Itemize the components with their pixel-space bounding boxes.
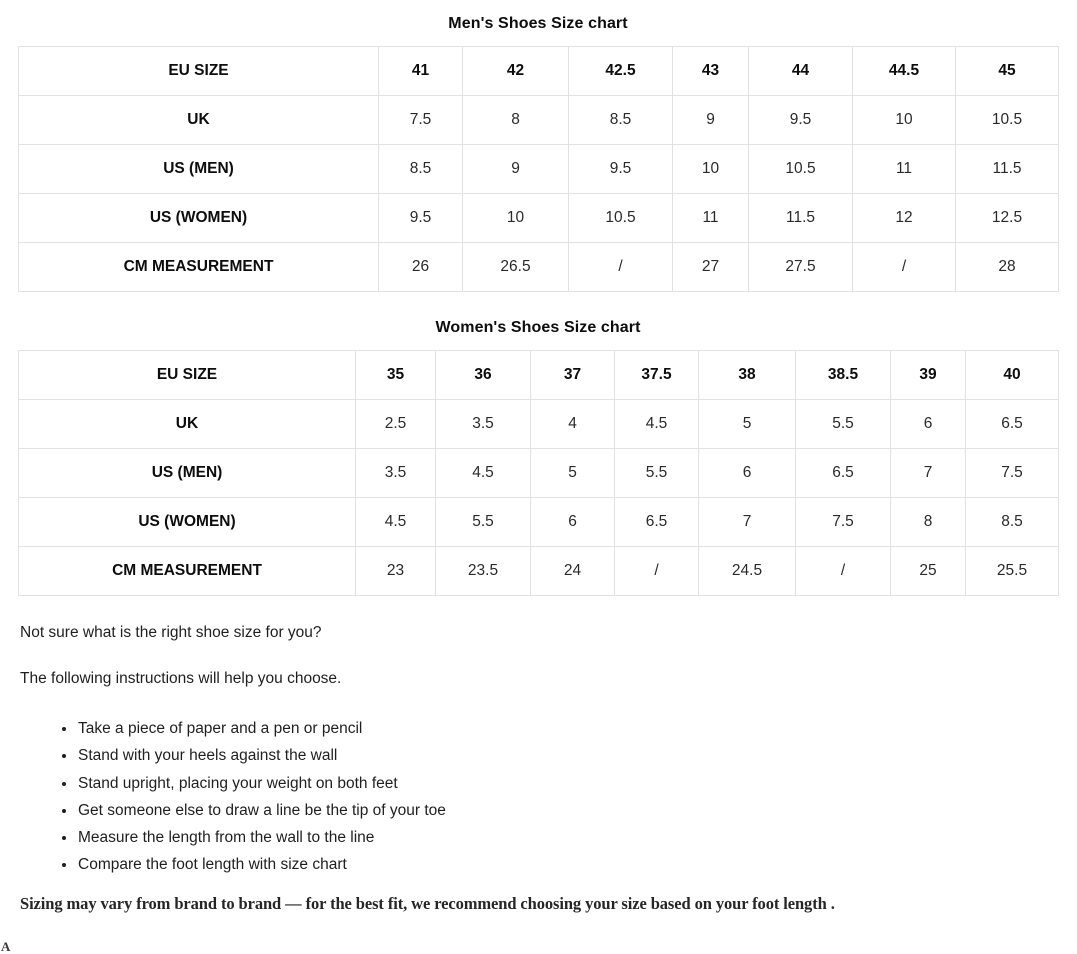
size-cell: 37 — [531, 351, 615, 400]
size-cell: 9.5 — [379, 194, 463, 243]
size-cell: 5 — [531, 449, 615, 498]
instruction-item: • Measure the length from the wall to the line — [77, 824, 1058, 851]
instructions-list — [20, 715, 1058, 879]
row-label: UK — [19, 400, 356, 449]
size-cell: 43 — [673, 47, 749, 96]
size-cell: 9 — [463, 145, 569, 194]
size-cell: 8 — [891, 498, 966, 547]
size-cell: 36 — [436, 351, 531, 400]
size-cell: 5.5 — [796, 400, 891, 449]
size-cell: 7 — [891, 449, 966, 498]
size-cell: 44.5 — [853, 47, 956, 96]
size-cell: / — [796, 547, 891, 596]
size-cell: 12 — [853, 194, 956, 243]
womens-size-table-body — [19, 351, 1059, 596]
size-cell: 23 — [356, 547, 436, 596]
instruction-item: • Stand with your heels against the wall — [77, 742, 1058, 769]
size-cell: 7.5 — [796, 498, 891, 547]
size-cell: 26 — [379, 243, 463, 292]
size-cell: 25.5 — [966, 547, 1059, 596]
size-cell: / — [615, 547, 699, 596]
row-label: CM MEASUREMENT — [19, 243, 379, 292]
size-cell: 24.5 — [699, 547, 796, 596]
mens-size-table — [18, 46, 1059, 292]
size-cell: 27 — [673, 243, 749, 292]
size-cell: 9 — [673, 96, 749, 145]
size-cell: 11 — [673, 194, 749, 243]
row-label: US (WOMEN) — [19, 194, 379, 243]
guide-lead: The following instructions will help you choose. — [20, 670, 342, 687]
size-cell: 6.5 — [796, 449, 891, 498]
size-cell: 7.5 — [379, 96, 463, 145]
table-row — [19, 449, 1059, 498]
size-cell: 3.5 — [356, 449, 436, 498]
size-cell: 10 — [673, 145, 749, 194]
size-cell: 8 — [463, 96, 569, 145]
size-cell: 10.5 — [569, 194, 673, 243]
size-cell: 42.5 — [569, 47, 673, 96]
size-cell: 11.5 — [956, 145, 1059, 194]
size-cell: / — [569, 243, 673, 292]
womens-size-table — [18, 350, 1059, 596]
size-cell: 24 — [531, 547, 615, 596]
size-cell: 6 — [891, 400, 966, 449]
size-cell: 6 — [699, 449, 796, 498]
size-cell: 25 — [891, 547, 966, 596]
size-cell: 5 — [699, 400, 796, 449]
size-cell: / — [853, 243, 956, 292]
size-cell: 42 — [463, 47, 569, 96]
size-cell: 10 — [853, 96, 956, 145]
size-cell: 7.5 — [966, 449, 1059, 498]
table-row — [19, 400, 1059, 449]
size-cell: 6.5 — [966, 400, 1059, 449]
table-row — [19, 351, 1059, 400]
mens-chart-title: Men's Shoes Size chart — [448, 15, 628, 32]
size-cell: 37.5 — [615, 351, 699, 400]
table-row — [19, 243, 1059, 292]
table-row — [19, 498, 1059, 547]
size-cell: 4.5 — [615, 400, 699, 449]
size-cell: 35 — [356, 351, 436, 400]
size-cell: 23.5 — [436, 547, 531, 596]
instruction-item: • Get someone else to draw a line be the tip of your toe — [77, 797, 1058, 824]
size-cell: 2.5 — [356, 400, 436, 449]
size-cell: 7 — [699, 498, 796, 547]
table-row — [19, 145, 1059, 194]
size-cell: 4.5 — [436, 449, 531, 498]
clipped-character-artifact: A — [1, 939, 11, 954]
size-cell: 4 — [531, 400, 615, 449]
size-cell: 9.5 — [569, 145, 673, 194]
size-cell: 5.5 — [436, 498, 531, 547]
size-cell: 10 — [463, 194, 569, 243]
size-cell: 8.5 — [379, 145, 463, 194]
size-cell: 8.5 — [569, 96, 673, 145]
fitting-guide-section — [20, 623, 1058, 914]
size-cell: 9.5 — [749, 96, 853, 145]
size-cell: 5.5 — [615, 449, 699, 498]
size-cell: 10.5 — [749, 145, 853, 194]
size-cell: 38 — [699, 351, 796, 400]
size-cell: 40 — [966, 351, 1059, 400]
mens-size-table-body — [19, 47, 1059, 292]
row-label: EU SIZE — [19, 47, 379, 96]
guide-question: Not sure what is the right shoe size for you? — [20, 624, 322, 641]
size-cell: 27.5 — [749, 243, 853, 292]
size-cell: 12.5 — [956, 194, 1059, 243]
size-cell: 45 — [956, 47, 1059, 96]
row-label: US (WOMEN) — [19, 498, 356, 547]
instruction-item: • Stand upright, placing your weight on both feet — [77, 770, 1058, 797]
table-row — [19, 194, 1059, 243]
table-row — [19, 96, 1059, 145]
size-cell: 4.5 — [356, 498, 436, 547]
size-cell: 41 — [379, 47, 463, 96]
sizing-disclaimer: Sizing may vary from brand to brand — for the best fit, we recommend choosing your size based on your foot length . — [20, 893, 835, 913]
instruction-item: • Compare the foot length with size chart — [77, 851, 1058, 878]
instruction-item: • Take a piece of paper and a pen or pencil — [77, 715, 1058, 742]
size-cell: 3.5 — [436, 400, 531, 449]
size-cell: 10.5 — [956, 96, 1059, 145]
womens-chart-title: Women's Shoes Size chart — [435, 319, 641, 336]
size-cell: 26.5 — [463, 243, 569, 292]
size-cell: 11 — [853, 145, 956, 194]
row-label: UK — [19, 96, 379, 145]
size-cell: 11.5 — [749, 194, 853, 243]
row-label: CM MEASUREMENT — [19, 547, 356, 596]
size-cell: 8.5 — [966, 498, 1059, 547]
size-cell: 44 — [749, 47, 853, 96]
size-cell: 6 — [531, 498, 615, 547]
table-row — [19, 47, 1059, 96]
size-cell: 28 — [956, 243, 1059, 292]
table-row — [19, 547, 1059, 596]
row-label: US (MEN) — [19, 145, 379, 194]
size-cell: 6.5 — [615, 498, 699, 547]
size-cell: 39 — [891, 351, 966, 400]
row-label: US (MEN) — [19, 449, 356, 498]
size-cell: 38.5 — [796, 351, 891, 400]
row-label: EU SIZE — [19, 351, 356, 400]
